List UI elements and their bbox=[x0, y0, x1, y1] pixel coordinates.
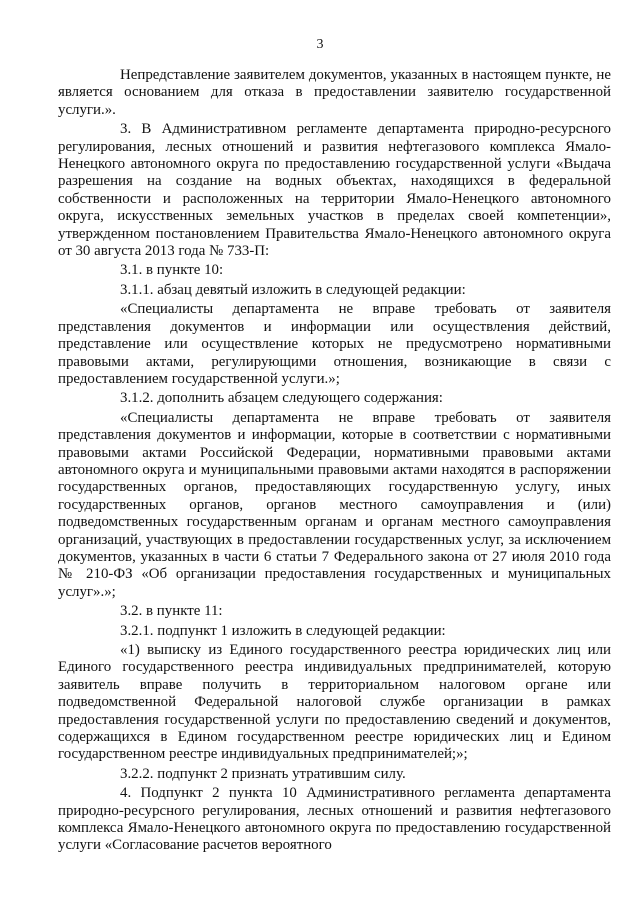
paragraph-item-3-2-2: 3.2.2. подпункт 2 признать утратившим силу. bbox=[120, 765, 406, 782]
page-number: 3 bbox=[316, 37, 324, 52]
document-body bbox=[58, 67, 611, 855]
paragraph-item-3-1-2: 3.1.2. дополнить абзацем следующего содержания: bbox=[120, 390, 443, 407]
paragraph-quote-specialists-1: «Специалисты департамента не вправе требовать от заявителя представления документов и информации или осуществления действий, представление или осуществление которых не предусмотрено нормативными правовыми актами, регулирующими отношения, возникающие в связи с предоставлением государственной услуги.»; bbox=[58, 301, 611, 387]
paragraph-item-3-2-1: 3.2.1. подпункт 1 изложить в следующей редакции: bbox=[120, 622, 446, 639]
paragraph-item-3-1-1: 3.1.1. абзац девятый изложить в следующей редакции: bbox=[120, 281, 466, 298]
paragraph-item-3-1: 3.1. в пункте 10: bbox=[120, 262, 224, 279]
paragraph-quote-extract: «1) выписку из Единого государственного реестра юридических лиц или Единого государственного реестра индивидуальных предпринимателей, которую заявитель вправе получить в территориальном налоговом органе или подведомственной Федеральной налоговой службе организации в рамках предоставления государственной услуги по предоставлению сведений и документов, содержащихся в Едином государственном реестре юридических лиц и Едином государственном реестре индивидуальных предпринимателей;»; bbox=[58, 642, 611, 763]
paragraph-quote-specialists-2: «Специалисты департамента не вправе требовать от заявителя представления документов и информации, которые в соответствии с нормативными правовыми актами Российской Федерации, нормативными правовыми актами автономного округа и муниципальными правовыми актами находятся в распоряжении государственных органов, предоставляющих государственную услугу, иных государственных органов, органов местного самоуправления и (или) подведомственных государственным органам и органам местного самоуправления организаций, участвующих в предоставлении государственных услуг, за исключением документов, указанных в части 6 статьи 7 Федерального закона от 27 июля 2010 года № 210-ФЗ «Об организации предоставления государственных и муниципальных услуг».»; bbox=[58, 409, 611, 600]
paragraph-item-3: 3. В Административном регламенте департамента природно-ресурсного регулирования, лесных отношений и развития нефтегазового комплекса Ямало-Ненецкого автономного округа по предоставлению государственной услуги «Выдача разрешения на создание на водных объектах, находящихся в федеральной собственности и расположенных на территории Ямало-Ненецкого автономного округа, искусственных земельных участков в пределах своей компетенции», утвержденном постановлением Правительства Ямало-Ненецкого автономного округа от 30 августа 2013 года № 733-П: bbox=[58, 121, 611, 260]
paragraph-nonsubmission: Непредставление заявителем документов, указанных в настоящем пункте, не является основанием для отказа в предоставлении заявителю государственной услуги.». bbox=[58, 67, 611, 118]
paragraph-item-4: 4. Подпункт 2 пункта 10 Административного регламента департамента природно-ресурсного регулирования, лесных отношений и развития нефтегазового комплекса Ямало-Ненецкого автономного округа по предоставлению государственной услуги «Согласование расчетов вероятного bbox=[58, 785, 611, 854]
paragraph-item-3-2: 3.2. в пункте 11: bbox=[120, 603, 223, 620]
